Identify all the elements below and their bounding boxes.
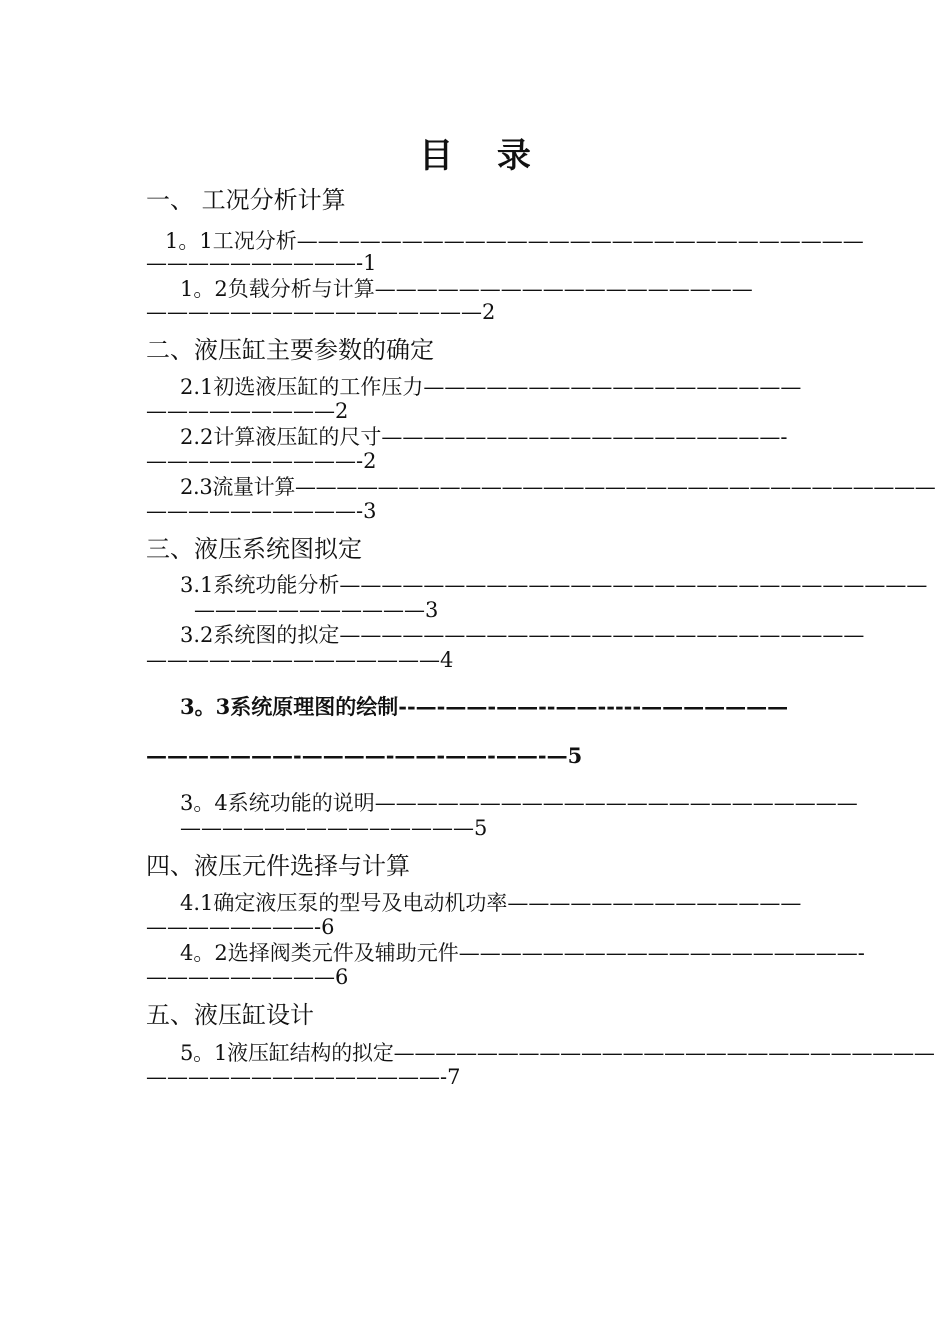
toc-entry-2-2: 2.2计算液压缸的尺寸———————————————————-	[180, 425, 788, 449]
toc-entry-3-2-cont: ——————————————4	[146, 648, 454, 672]
toc-entry-3-4: 3。4系统功能的说明———————————————————————	[180, 791, 858, 815]
toc-entry-4-1: 4.1确定液压泵的型号及电动机功率——————————————	[180, 891, 802, 915]
section-heading-1: 一、 工况分析计算	[146, 186, 346, 214]
toc-entry-3-4-cont: ——————————————5	[180, 816, 488, 840]
toc-entry-2-1-cont: —————————2	[146, 399, 349, 423]
toc-entry-3-1-cont: ———————————3	[194, 598, 439, 622]
toc-entry-1-2: 1。2负载分析与计算——————————————————	[180, 277, 753, 301]
section-heading-3: 三、液压系统图拟定	[146, 535, 362, 563]
toc-entry-1-1: 1。1工况分析———————————————————————————	[165, 229, 864, 253]
toc-entry-1-1-cont: ——————————-1	[146, 251, 377, 275]
toc-entry-2-3-cont: ——————————-3	[146, 499, 377, 523]
toc-entry-3-2: 3.2系统图的拟定—————————————————————————	[180, 623, 865, 647]
toc-entry-4-2: 4。2选择阀类元件及辅助元件———————————————————-	[180, 941, 865, 965]
toc-entry-1-2-cont: ————————————————2	[146, 300, 496, 324]
toc-entry-3-1: 3.1系统功能分析————————————————————————————	[180, 573, 928, 597]
toc-entry-2-3: 2.3流量计算———————————————————————————————	[180, 475, 936, 499]
toc-entry-4-2-cont: —————————6	[146, 965, 349, 989]
toc-entry-5-1-cont: ——————————————-7	[146, 1065, 461, 1089]
toc-entry-3-3: 3。3系统原理图的绘制--—-——-——--——-----———————	[180, 694, 789, 719]
toc-entry-4-1-cont: ————————-6	[146, 915, 335, 939]
section-heading-5: 五、液压缸设计	[146, 1001, 314, 1029]
section-heading-4: 四、液压元件选择与计算	[146, 852, 410, 880]
page-title: 目 录	[419, 136, 547, 176]
toc-entry-2-1: 2.1初选液压缸的工作压力——————————————————	[180, 375, 802, 399]
section-heading-2: 二、液压缸主要参数的确定	[146, 336, 434, 364]
toc-entry-5-1: 5。1液压缸结构的拟定——————————————————————————	[180, 1041, 935, 1065]
toc-entry-3-3-cont: ———————-————-——-——-——-—5	[146, 743, 583, 768]
toc-entry-2-2-cont: ——————————-2	[146, 449, 377, 473]
